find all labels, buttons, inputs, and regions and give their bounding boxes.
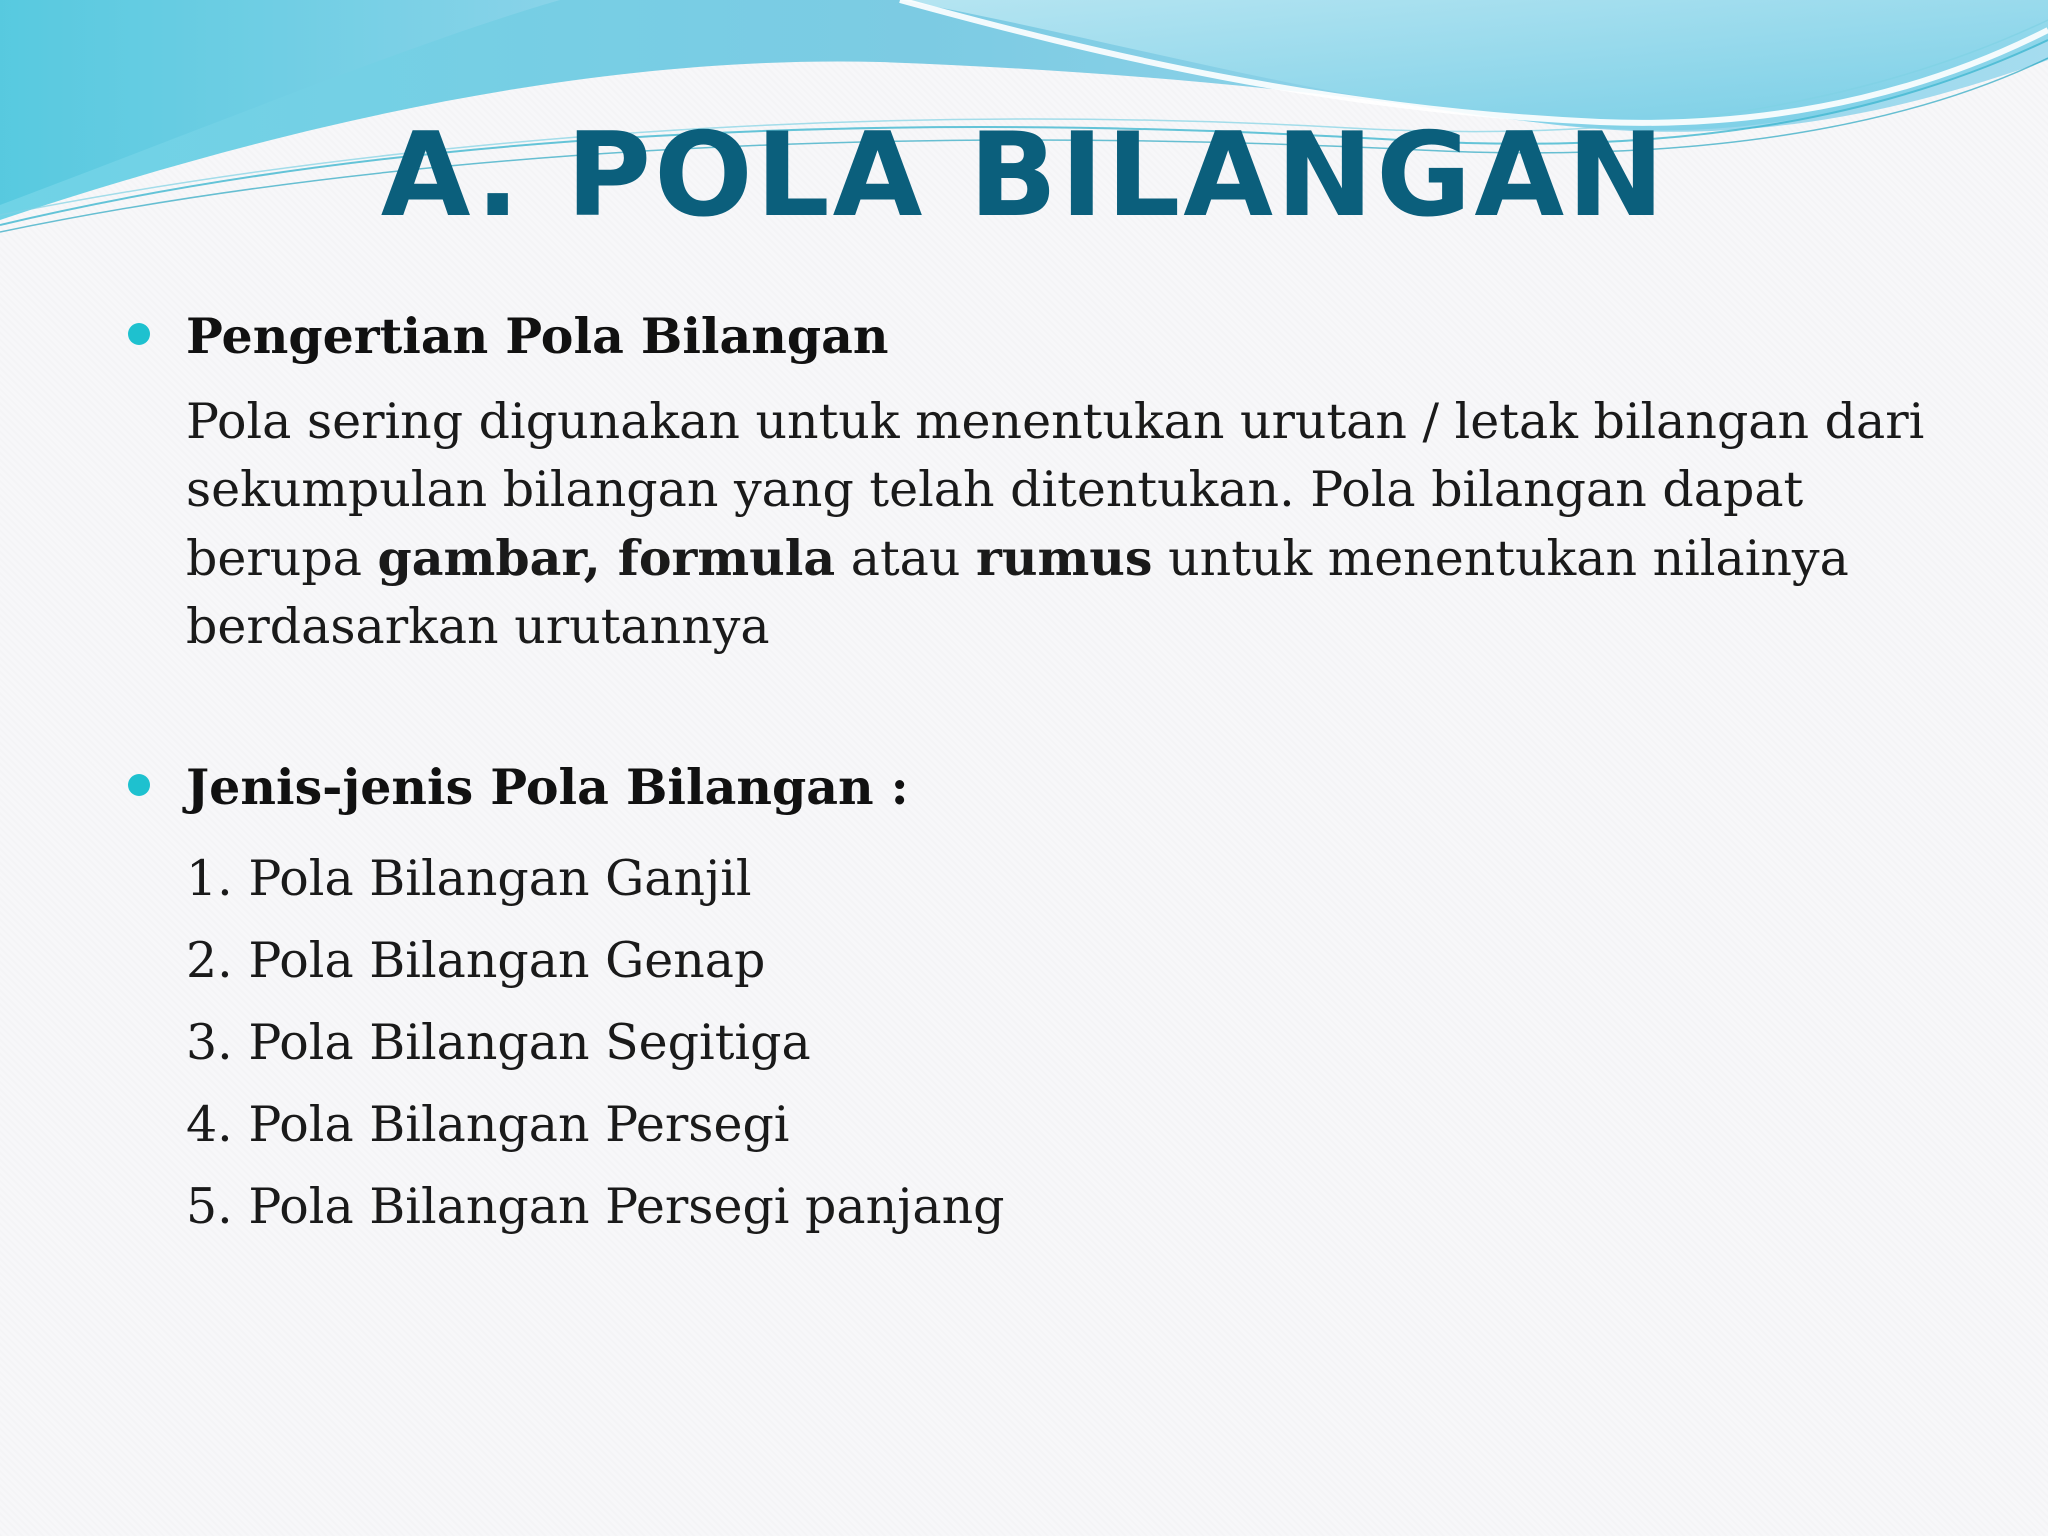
- definition-paragraph: [186, 388, 1926, 661]
- bullet-dot: [128, 323, 150, 345]
- text-run: atau: [835, 530, 976, 587]
- list-item: 5. Pola Bilangan Persegi panjang: [186, 1178, 1005, 1235]
- emphasis-gambar-formula: gambar, formula: [377, 529, 836, 587]
- bullet-dot: [128, 774, 150, 796]
- text-run: untuk menentukan nilainya: [1152, 530, 1849, 587]
- pattern-types-list: [186, 838, 1005, 1248]
- list-item: 3. Pola Bilangan Segitiga: [186, 1014, 811, 1071]
- paragraph-line: berdasarkan urutannya: [186, 598, 770, 655]
- paragraph-line: [186, 524, 1926, 593]
- list-item: 2. Pola Bilangan Genap: [186, 932, 766, 989]
- list-item: 1. Pola Bilangan Ganjil: [186, 850, 752, 907]
- list-item: 4. Pola Bilangan Persegi: [186, 1096, 790, 1153]
- slide-title: A. POLA BILANGAN: [380, 108, 1668, 243]
- text-run: berupa: [186, 530, 378, 587]
- emphasis-rumus: rumus: [976, 529, 1153, 587]
- paragraph-line: Pola sering digunakan untuk menentukan urutan / letak bilangan dari: [186, 393, 1925, 450]
- paragraph-line: sekumpulan bilangan yang telah ditentukan. Pola bilangan dapat: [186, 461, 1804, 518]
- section-heading-types: Jenis-jenis Pola Bilangan :: [186, 758, 909, 816]
- section-heading-definition: Pengertian Pola Bilangan: [186, 307, 889, 365]
